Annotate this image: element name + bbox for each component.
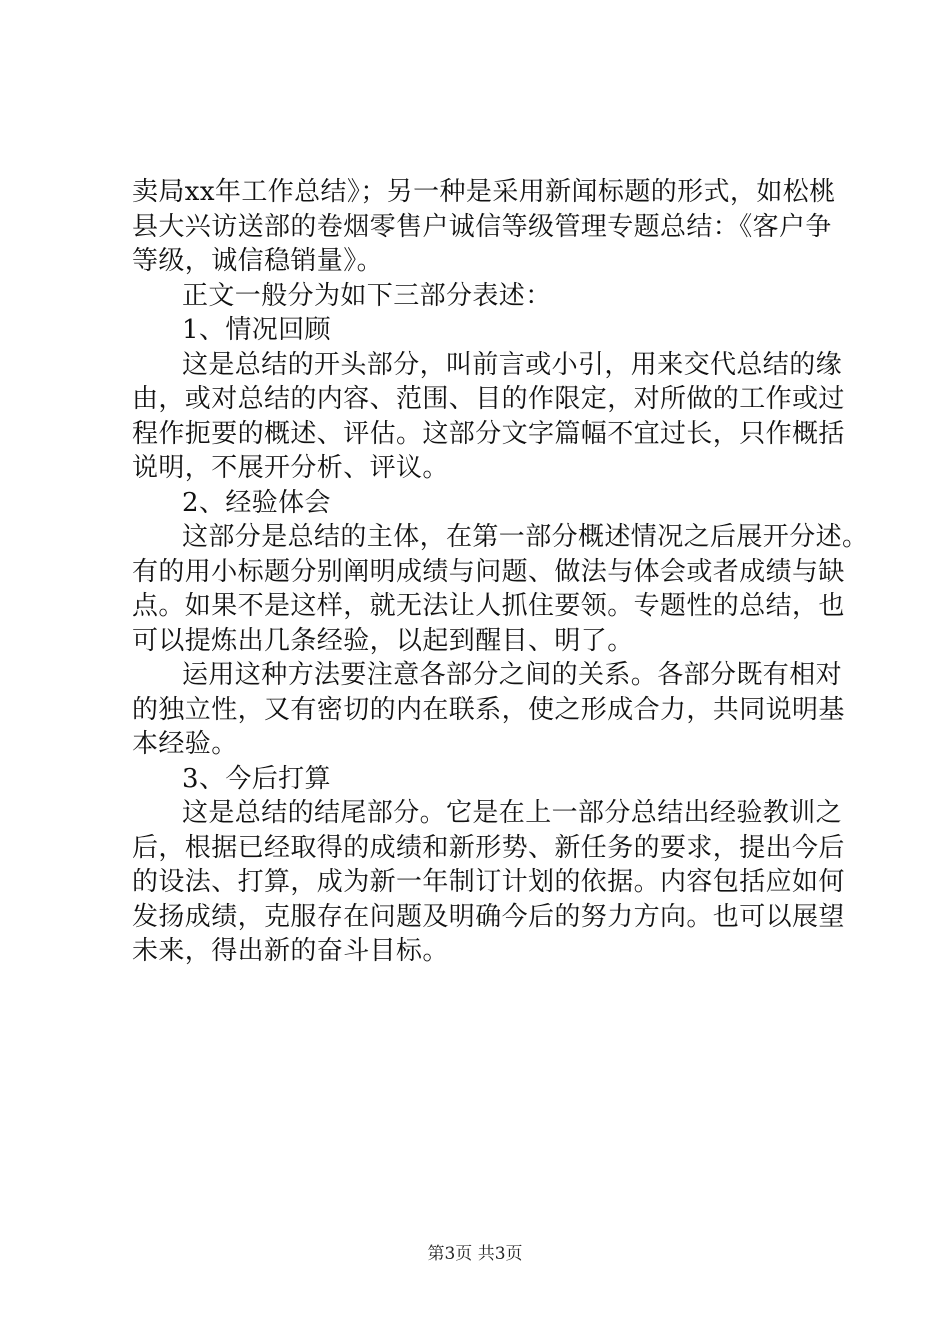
paragraph-start: 正文一般分为如下三部分表述： [182, 280, 552, 311]
body-line: 由，或对总结的内容、范围、目的作限定，对所做的工作或过 [132, 384, 845, 414]
paragraph-start: 运用这种方法要注意各部分之间的关系。各部分既有相对 [182, 660, 843, 690]
body-line: 点。如果不是这样，就无法让人抓住要领。专题性的总结，也 [132, 591, 845, 621]
body-line: 有的用小标题分别阐明成绩与问题、做法与体会或者成绩与缺 [132, 556, 845, 587]
body-line: 发扬成绩，克服存在问题及明确今后的努力方向。也可以展望 [132, 901, 845, 932]
body-line: 县大兴访送部的卷烟零售户诚信等级管理专题总结：《客户争 [132, 211, 832, 242]
paragraph-start: 这是总结的结尾部分。它是在上一部分总结出经验教训之 [182, 798, 843, 828]
body-line: 的设法、打算，成为新一年制订计划的依据。内容包括应如何 [132, 867, 845, 897]
body-line: 等级，诚信稳销量》。 [132, 246, 384, 276]
body-line: 本经验。 [132, 729, 238, 759]
section-heading: 1、情况回顾 [182, 315, 331, 345]
paragraph-start: 这部分是总结的主体，在第一部分概述情况之后展开分述。 [182, 522, 869, 552]
body-line: 的独立性，又有密切的内在联系，使之形成合力，共同说明基 [132, 694, 845, 725]
body-line: 说明，不展开分析、评议。 [132, 453, 449, 483]
paragraph-start: 这是总结的开头部分，叫前言或小引，用来交代总结的缘 [182, 349, 843, 380]
body-line: 后，根据已经取得的成绩和新形势、新任务的要求，提出今后 [132, 832, 845, 863]
document-body [132, 175, 869, 969]
section-heading: 3、今后打算 [182, 763, 331, 794]
body-line: 程作扼要的概述、评估。这部分文字篇幅不宜过长，只作概括 [132, 418, 845, 449]
page-number-footer: 第3页 共3页 [427, 1244, 523, 1264]
body-line: 可以提炼出几条经验，以起到醒目、明了。 [132, 625, 634, 656]
body-line: 未来，得出新的奋斗目标。 [132, 936, 449, 966]
section-heading: 2、经验体会 [182, 487, 331, 518]
body-line: 卖局xx年工作总结》；另一种是采用新闻标题的形式，如松桃 [132, 177, 836, 207]
